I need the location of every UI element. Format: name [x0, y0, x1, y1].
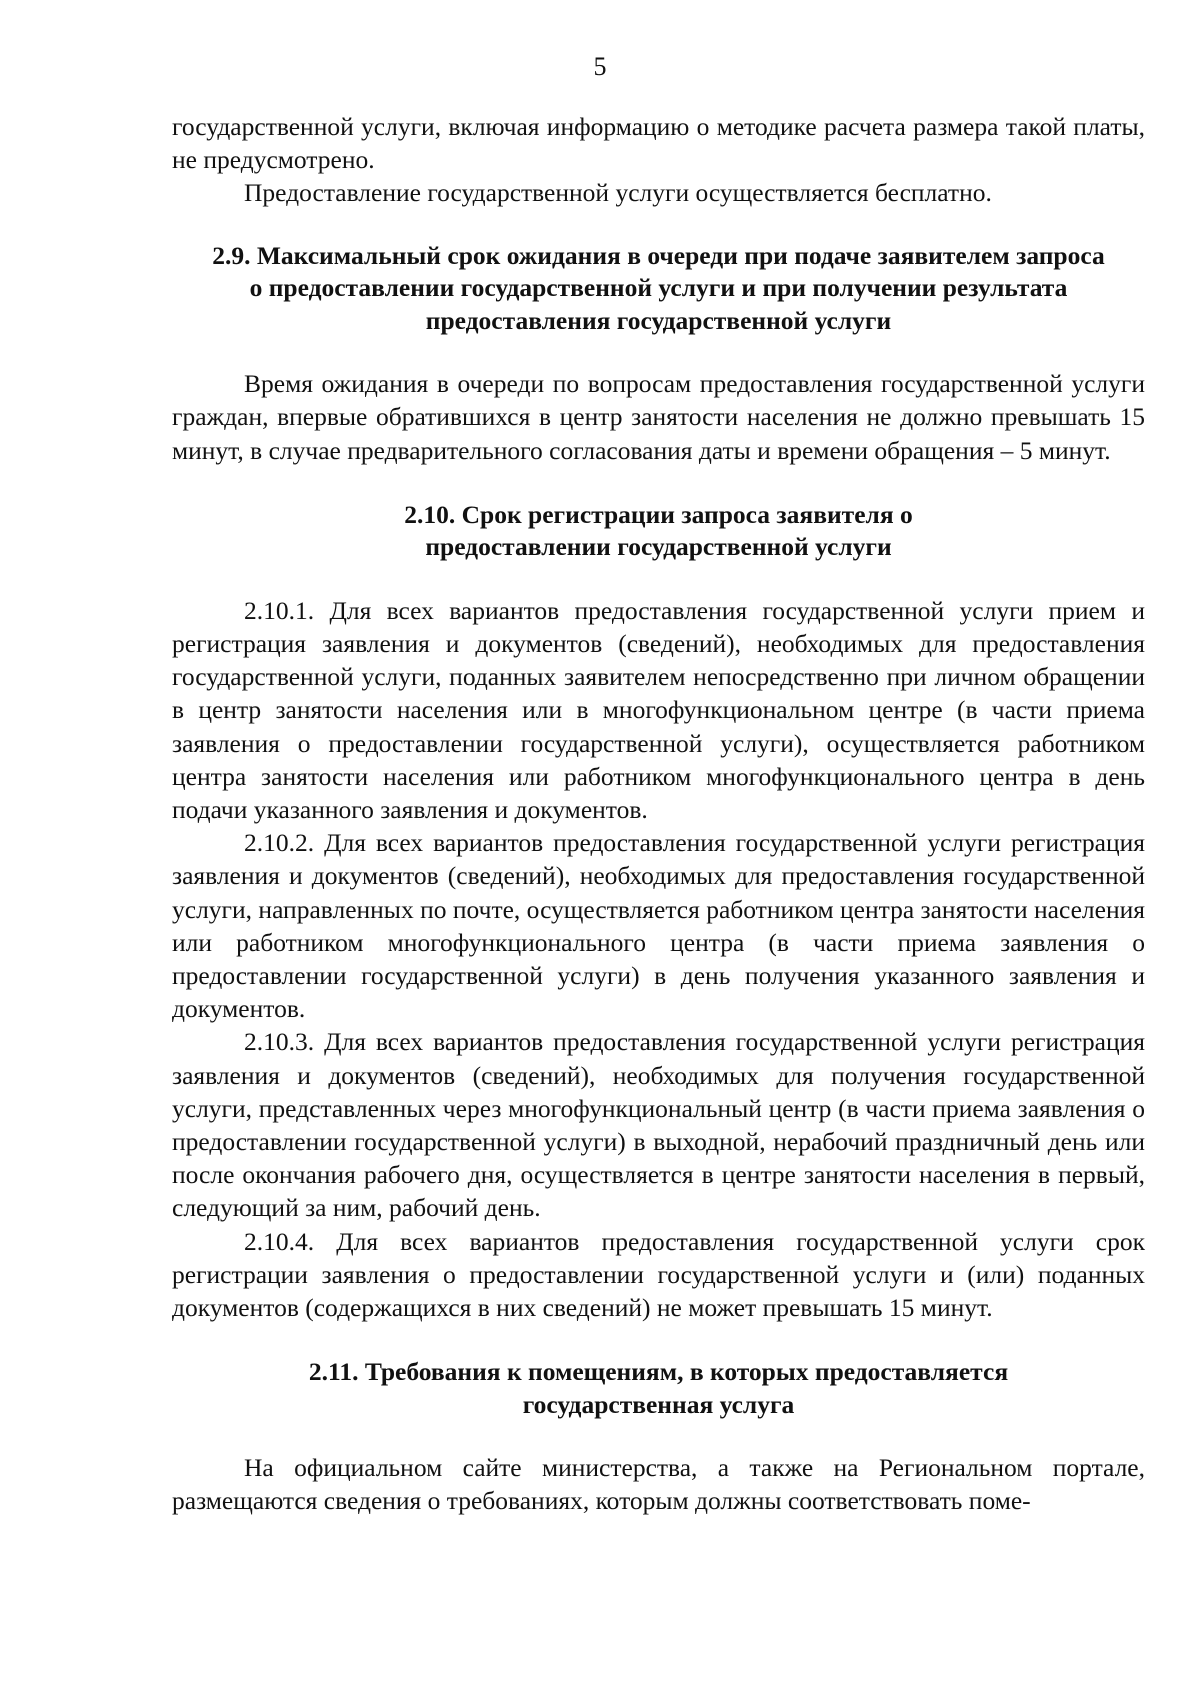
page-number: 5: [593, 52, 607, 81]
paragraph-2-10-1: 2.10.1. Для всех вариантов предоставления государственной услуги прием и регистрация заявления и документов (сведений), необходимых для предоставления государственной услуги, поданных заявителем непосредственно при личном обращении в центр занятости населения или в многофункциональном центре (в части приема заявления о предоставлении государственной услуги), осуществляется работником центра занятости населения или работником многофункционального центра в день подачи указанного заявления и документов.: [172, 595, 1145, 824]
document-body: [172, 110, 1145, 1518]
paragraph-2-10-4: 2.10.4. Для всех вариантов предоставления государственной услуги срок регистрации заявления о предоставлении государственной услуги и (или) поданных документов (содержащихся в них сведений) не может превышать 15 минут.: [172, 1226, 1145, 1322]
paragraph-2-10-3: 2.10.3. Для всех вариантов предоставления государственной услуги регистрация заявления и документов (сведений), необходимых для получения государственной услуги, представленных через многофункциональный центр (в части приема заявления о предоставлении государственной услуги) в выходной, нерабочий праздничный день или после окончания рабочего дня, осуществляется в центре занятости населения в первый, следующий за ним, рабочий день.: [172, 1027, 1145, 1223]
paragraph-waiting-time: Время ожидания в очереди по вопросам предоставления государственной услуги граждан, впервые обратившихся в центр занятости населения не должно превышать 15 минут, в случае предварительного согласования даты и времени обращения – 5 минут.: [172, 369, 1145, 465]
paragraph-fee-continuation: государственной услуги, включая информацию о методике расчета размера такой платы, не предусмотрено.: [172, 112, 1145, 175]
section-heading-2-10: 2.10. Срок регистрации запроса заявителя о предоставлении государственной услуги: [404, 499, 913, 562]
paragraph-2-10-2: 2.10.2. Для всех вариантов предоставления государственной услуги регистрация заявления и документов (сведений), необходимых для предоставления государственной услуги, направленных по почте, осуществляется работником центра занятости населения или работником многофункционального центра (в части приема заявления о предоставлении государственной услуги) в день получения указанного заявления и документов.: [172, 828, 1145, 1024]
paragraph-premises-requirements: На официальном сайте министерства, а также на Региональном портале, размещаются сведения о требованиях, которым должны соответствовать поме-: [172, 1453, 1145, 1516]
paragraph-free-of-charge: Предоставление государственной услуги осуществляется бесплатно.: [244, 178, 992, 208]
section-heading-2-9: 2.9. Максимальный срок ожидания в очереди при подаче заявителем запроса о предоставлении государственной услуги и при получении результата предоставления государственной услуги: [212, 240, 1105, 335]
section-heading-2-11: 2.11. Требования к помещениям, в которых предоставляется государственная услуга: [308, 1357, 1009, 1419]
